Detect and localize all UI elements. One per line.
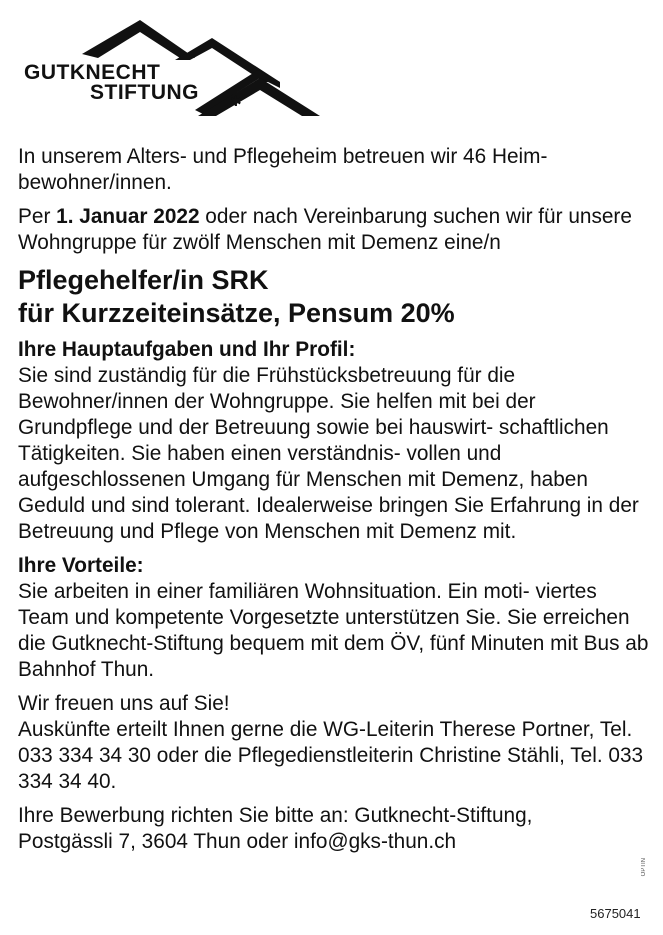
position-title-line2: für Kurzzeiteinsätze, Pensum 20% xyxy=(18,298,455,328)
start-date: 1. Januar 2022 xyxy=(56,205,200,228)
logo-text-line2: STIFTUNG xyxy=(90,81,199,104)
position-title xyxy=(18,264,650,330)
search-suffix: oder nach Vereinbarung suchen wir für unsere Wohngruppe für zwölf Menschen mit Demenz eine/n xyxy=(18,205,632,254)
search-prefix: Per xyxy=(18,205,57,228)
position-title-line1: Pflegehelfer/in SRK xyxy=(18,265,269,295)
benefits-body: Sie arbeiten in einer familiären Wohnsituation. Ein moti- viertes Team und kompetente Vorgesetzte unterstützen Sie. Sie erreichen die Gutknecht-Stiftung bequem mit dem ÖV, fünf Minuten mit Bus ab Bahnhof Thun. xyxy=(18,580,649,681)
benefits-heading: Ihre Vorteile: xyxy=(18,554,144,577)
intro-paragraph: In unserem Alters- und Pflegeheim betreuen wir 46 Heim- bewohner/innen. xyxy=(18,145,548,194)
application-line1: Ihre Bewerbung richten Sie bitte an: Gutknecht-Stiftung, xyxy=(18,804,533,827)
ad-reference-code: 5675041 xyxy=(590,906,641,921)
tasks-body: Sie sind zuständig für die Frühstücksbetreuung für die Bewohner/innen der Wohngruppe. Sie helfen mit bei der Grundpflege und der Betreuung sowie bei hauswirt- schaftlichen Tätigkeiten. Sie haben einen verständnis- vollen und aufgeschlossenen Umgang für Menschen mit Demenz, haben Geduld und sind tolerant. Idealerweise bringen Sie Erfahrung in der Betreuung und Pflege von Menschen mit Demenz mit. xyxy=(18,364,639,543)
logo-text-line1: GUTKNECHT xyxy=(24,61,161,84)
organization-logo xyxy=(20,18,320,138)
ad-body xyxy=(18,144,650,855)
svg-text:✱: ✱ xyxy=(230,94,242,110)
search-paragraph xyxy=(18,204,650,256)
contact-greeting: Wir freuen uns auf Sie! xyxy=(18,692,230,715)
application-line2: Postgässli 7, 3604 Thun oder info@gks-thun.ch xyxy=(18,830,457,853)
vertical-code: OPTIN xyxy=(641,858,647,877)
contact-info: Auskünfte erteilt Ihnen gerne die WG-Leiterin Therese Portner, Tel. 033 334 34 30 oder die Pflegedienstleiterin Christine Stähli, Tel. 033 334 34 40. xyxy=(18,718,644,793)
tasks-heading: Ihre Hauptaufgaben und Ihr Profil: xyxy=(18,338,356,361)
